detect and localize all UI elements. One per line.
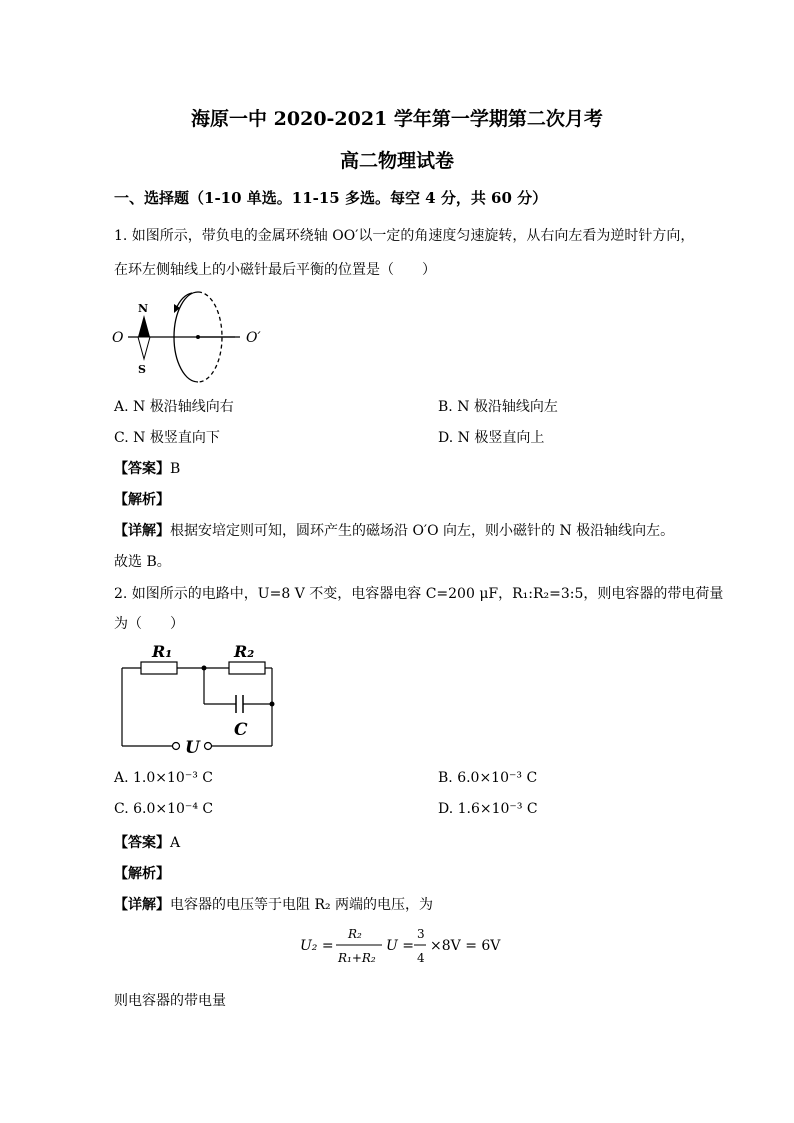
- q2-analysis-tag: 【解析】: [114, 866, 170, 882]
- q2-option-d: D. 1.6×10⁻³ C: [438, 801, 538, 817]
- q1-answer: B: [170, 461, 181, 477]
- formula-den1: R₁+R₂: [338, 951, 376, 965]
- q1-detail-tag: 【详解】: [114, 523, 170, 539]
- q2-detail-line: [114, 894, 433, 914]
- q1-text-line2: 在环左侧轴线上的小磁针最后平衡的位置是（ ）: [114, 262, 436, 278]
- q2-option-c: C. 6.0×10⁻⁴ C: [114, 801, 214, 817]
- q2-answer-line: [114, 832, 180, 852]
- label-o-prime: O′: [246, 330, 261, 346]
- q2-text-line2: 为（ ）: [114, 616, 184, 632]
- terminal-right: [205, 743, 212, 750]
- label-c: C: [234, 720, 248, 740]
- needle-north: [138, 315, 150, 337]
- label-o: O: [112, 330, 124, 346]
- q1-detail-line: [114, 520, 674, 540]
- terminal-left: [173, 743, 180, 750]
- q2-closing: 则电容器的带电量: [114, 993, 226, 1009]
- q1-option-d: D. N 极竖直向上: [438, 430, 545, 446]
- page-subtitle: 高二物理试卷: [339, 150, 454, 172]
- label-r1: R₁: [152, 642, 173, 661]
- rotation-arrowhead: [174, 304, 180, 313]
- label-r2: R₂: [234, 642, 255, 661]
- q1-analysis-tag: 【解析】: [114, 492, 170, 508]
- page-title: 海原一中 2020-2021 学年第一学期第二次月考: [191, 108, 603, 130]
- resistor-r2: [229, 662, 265, 674]
- q1-conclusion: 故选 B。: [114, 554, 171, 570]
- q1-figure: [110, 287, 280, 382]
- q1-answer-line: [114, 458, 180, 478]
- formula-rhs: ×8V = 6V: [430, 938, 501, 954]
- q2-answer-tag: 【答案】: [114, 835, 170, 851]
- q2-detail: 电容器的电压等于电阻 R₂ 两端的电压，为: [170, 897, 434, 913]
- q2-option-a: A. 1.0×10⁻³ C: [114, 770, 213, 786]
- q2-circuit: [110, 640, 290, 760]
- q1-answer-tag: 【答案】: [114, 461, 170, 477]
- needle-south: [138, 337, 150, 359]
- q1-text-line1: 1. 如图所示，带负电的金属环绕轴 OO′以一定的角速度匀速旋转，从右向左看为逆时针方向，: [114, 228, 695, 244]
- ring-center: [196, 335, 200, 339]
- formula-lhs: U₂ =: [300, 938, 334, 954]
- junction-right: [270, 702, 275, 707]
- formula-num1: R₂: [348, 927, 362, 941]
- q1-option-b: B. N 极沿轴线向左: [438, 399, 558, 415]
- q1-detail: 根据安培定则可知，圆环产生的磁场沿 O′O 向左，则小磁针的 N 极沿轴线向左。: [170, 523, 675, 539]
- formula-mid: U =: [386, 938, 414, 954]
- formula-den2: 4: [417, 951, 425, 965]
- formula-num2: 3: [417, 927, 425, 941]
- q2-text-line1: 2. 如图所示的电路中，U=8 V 不变，电容器电容 C=200 μF，R₁:R₂=3:5，则电容器的带电荷量: [114, 586, 724, 602]
- q2-formula: [300, 922, 530, 972]
- label-n: N: [138, 302, 149, 315]
- q2-detail-tag: 【详解】: [114, 897, 170, 913]
- q1-option-c: C. N 极竖直向下: [114, 430, 220, 446]
- resistor-r1: [141, 662, 177, 674]
- q2-answer: A: [170, 835, 181, 851]
- label-u: U: [185, 738, 200, 758]
- label-s: S: [138, 363, 146, 376]
- section-heading: 一、选择题（1-10 单选。11-15 多选。每空 4 分，共 60 分）: [114, 189, 548, 207]
- q1-option-a: A. N 极沿轴线向右: [114, 399, 234, 415]
- q2-option-b: B. 6.0×10⁻³ C: [438, 770, 538, 786]
